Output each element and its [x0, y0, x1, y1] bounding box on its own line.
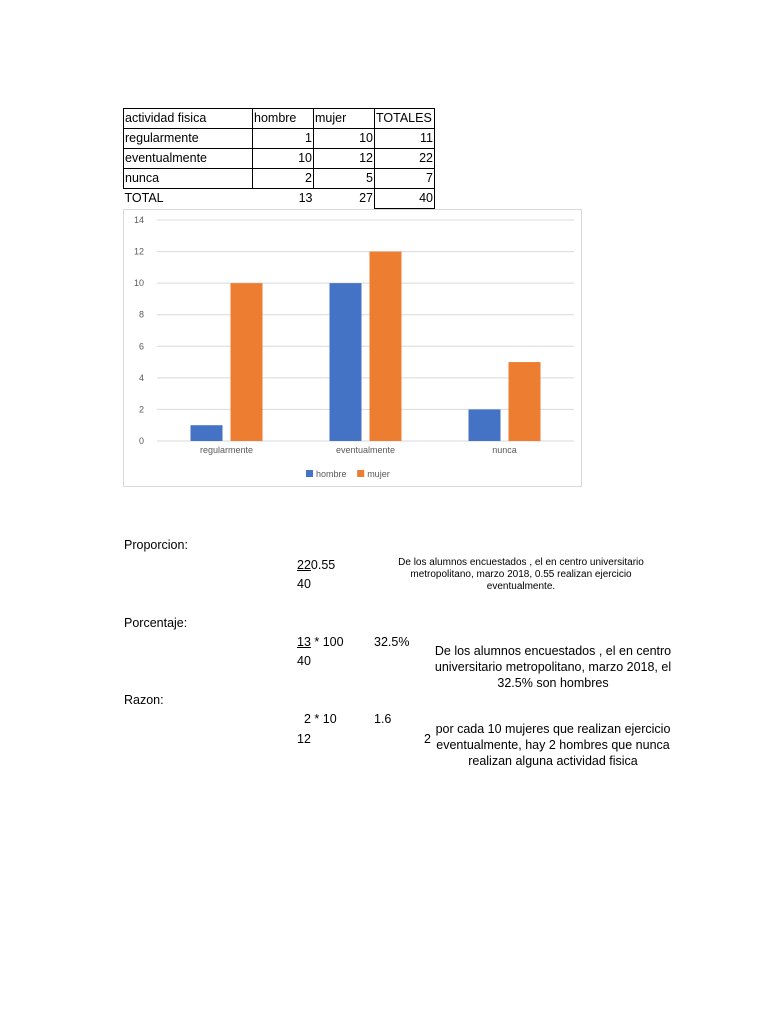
y-tick-label: 10	[133, 278, 144, 289]
table-cell: regularmente	[124, 129, 253, 149]
table-header-cell: actividad fisica	[124, 109, 253, 129]
table-cell: 40	[375, 189, 435, 209]
bar-mujer	[370, 252, 402, 441]
y-tick-label: 6	[138, 341, 144, 352]
porcentaje-denominator: 40	[297, 654, 311, 668]
y-tick-label: 0	[138, 436, 144, 446]
bar-chart	[123, 209, 582, 487]
y-tick-label: 4	[138, 372, 144, 383]
table-header-cell: mujer	[314, 109, 375, 129]
razon-denominator: 12	[297, 732, 311, 746]
table-cell: 13	[298, 191, 313, 206]
table-total-row	[124, 189, 435, 209]
table-cell: 12	[314, 149, 375, 169]
table-row	[124, 149, 435, 169]
legend-label: mujer	[367, 469, 390, 479]
bar-hombre	[191, 425, 223, 441]
table-cell: TOTAL	[124, 191, 164, 206]
bar-mujer	[509, 362, 541, 441]
legend-swatch	[306, 470, 313, 477]
legend-label: hombre	[316, 469, 347, 479]
table-cell: 22	[375, 149, 435, 169]
porcentaje-multiplier: * 100	[314, 635, 344, 649]
proporcion-result: 0.55	[310, 558, 336, 572]
table-cell: 1	[253, 129, 314, 149]
table-header-cell: hombre	[253, 109, 314, 129]
porcentaje-result: 32.5%	[374, 635, 410, 649]
y-tick-label: 2	[138, 404, 144, 415]
razon-title: Razon:	[124, 693, 164, 707]
table-cell: 27	[359, 191, 373, 206]
table-row	[124, 169, 435, 189]
activity-table	[123, 108, 435, 209]
bar-hombre	[330, 283, 362, 441]
table-header-cell: TOTALES	[375, 109, 435, 129]
porcentaje-numerator: 13	[297, 635, 311, 649]
porcentaje-note: De los alumnos encuestados , el en centro universitario metropolitano, marzo 2018, el 32.5% son hombres	[434, 644, 672, 690]
table-cell: 10	[253, 149, 314, 169]
table-cell: 7	[375, 169, 435, 189]
proporcion-title: Proporcion:	[124, 538, 188, 552]
bar-hombre	[469, 409, 501, 441]
y-tick-label: 12	[133, 246, 144, 257]
porcentaje-title: Porcentaje:	[124, 616, 188, 630]
x-tick-label: nunca	[492, 445, 517, 455]
table-cell: 10	[314, 129, 375, 149]
table-cell: 2	[253, 169, 314, 189]
razon-side-value: 2	[424, 732, 431, 746]
x-tick-label: regularmente	[199, 445, 254, 455]
razon-note: por cada 10 mujeres que realizan ejercicio eventualmente, hay 2 hombres que nunca realizan alguna actividad fisica	[435, 722, 671, 768]
razon-result: 1.6	[374, 712, 392, 726]
x-tick-label: eventualmente	[335, 445, 396, 455]
legend-swatch	[357, 470, 364, 477]
table-cell: 5	[314, 169, 375, 189]
table-cell: nunca	[124, 169, 253, 189]
razon-numerator: 2 * 10	[304, 712, 337, 726]
table-cell: eventualmente	[124, 149, 253, 169]
table-cell: 11	[375, 129, 435, 149]
proporcion-fraction	[297, 558, 335, 572]
bar-chart-svg	[124, 210, 581, 486]
porcentaje-fraction	[297, 635, 344, 649]
proporcion-note: De los alumnos encuestados , el en centro universitario metropolitano, marzo 2018, 0.55 realizan ejercicio eventualmente.	[398, 557, 644, 592]
y-tick-label: 8	[138, 309, 144, 320]
proporcion-denominator: 40	[297, 577, 311, 591]
y-tick-label: 14	[133, 215, 144, 225]
bar-mujer	[231, 283, 263, 441]
proporcion-numerator: 22	[297, 558, 311, 572]
table-header-row	[124, 109, 435, 129]
table-row	[124, 129, 435, 149]
